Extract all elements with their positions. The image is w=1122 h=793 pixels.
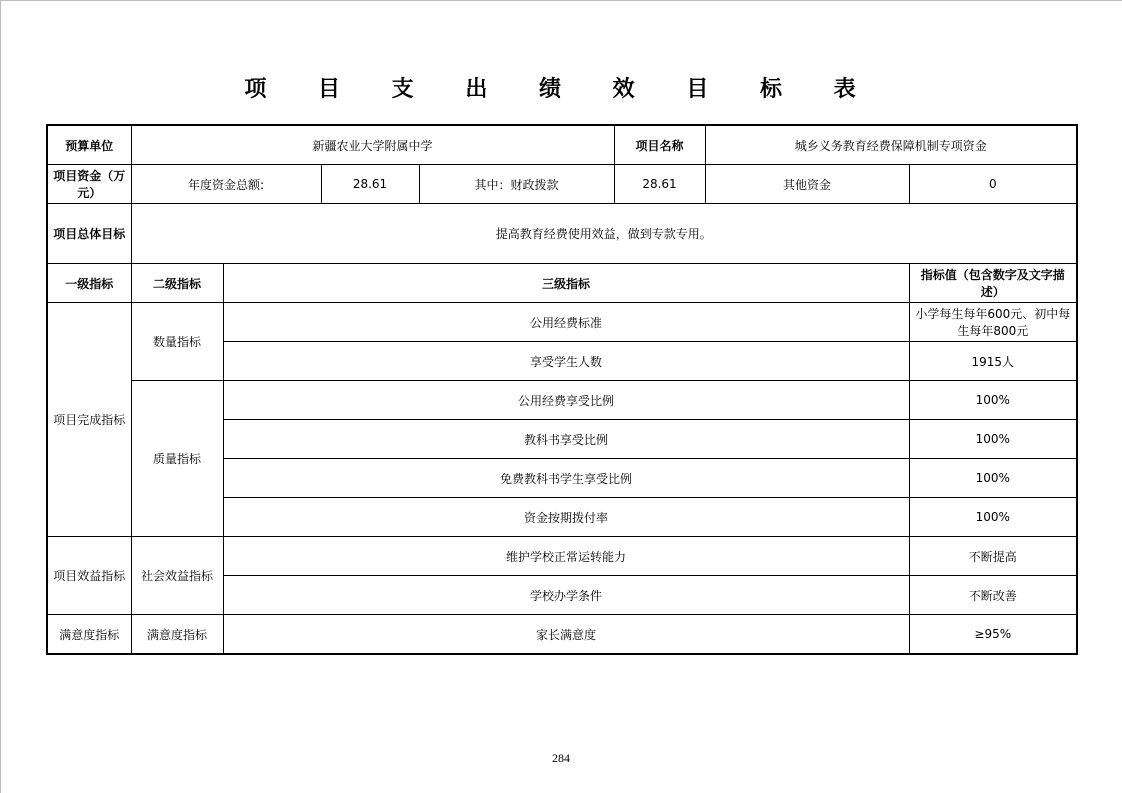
group-social: 社会效益指标 (131, 537, 223, 615)
indicator-name: 资金按期拨付率 (223, 498, 909, 537)
overall-goal-label: 项目总体目标 (47, 204, 131, 264)
group-benefit: 项目效益指标 (47, 537, 131, 615)
indicator-value: 100% (909, 381, 1077, 420)
group-satisfaction-level2: 满意度指标 (131, 615, 223, 655)
table-row (47, 537, 1077, 576)
overall-goal-value: 提高教育经费使用效益，做到专款专用。 (131, 204, 1077, 264)
indicator-name: 公用经费标准 (223, 303, 909, 342)
other-funds-label: 其他资金 (705, 165, 909, 204)
group-quantity: 数量指标 (131, 303, 223, 381)
page-edge-left (0, 0, 1, 793)
header-level2: 二级指标 (131, 264, 223, 303)
row-budget-unit (47, 125, 1077, 165)
header-level3: 三级指标 (223, 264, 909, 303)
budget-unit-value: 新疆农业大学附属中学 (131, 125, 614, 165)
table-row (47, 303, 1077, 342)
page-edge-top (0, 0, 1122, 1)
table-row (47, 615, 1077, 655)
annual-total-label: 年度资金总额: (131, 165, 321, 204)
indicator-name: 享受学生人数 (223, 342, 909, 381)
project-funds-label: 项目资金（万元） (47, 165, 131, 204)
indicator-name: 免费教科书学生享受比例 (223, 459, 909, 498)
indicator-value: 不断改善 (909, 576, 1077, 615)
indicator-value: 1915人 (909, 342, 1077, 381)
indicator-value: 100% (909, 459, 1077, 498)
annual-total-value: 28.61 (321, 165, 419, 204)
budget-unit-label: 预算单位 (47, 125, 131, 165)
performance-target-table (46, 124, 1078, 655)
row-project-funds (47, 165, 1077, 204)
group-satisfaction-level1: 满意度指标 (47, 615, 131, 655)
header-value: 指标值（包含数字及文字描述） (909, 264, 1077, 303)
indicator-name: 公用经费享受比例 (223, 381, 909, 420)
indicator-name: 家长满意度 (223, 615, 909, 655)
indicator-name: 教科书享受比例 (223, 420, 909, 459)
group-completion: 项目完成指标 (47, 303, 131, 537)
indicator-value: 100% (909, 498, 1077, 537)
header-level1: 一级指标 (47, 264, 131, 303)
indicator-name: 学校办学条件 (223, 576, 909, 615)
row-overall-goal (47, 204, 1077, 264)
indicator-value: 不断提高 (909, 537, 1077, 576)
project-name-value: 城乡义务教育经费保障机制专项资金 (705, 125, 1077, 165)
fiscal-allocation-label: 其中：财政拨款 (419, 165, 614, 204)
indicator-value: ≥95% (909, 615, 1077, 655)
indicator-value: 小学每生每年600元、初中每生每年800元 (909, 303, 1077, 342)
indicator-value: 100% (909, 420, 1077, 459)
group-quality: 质量指标 (131, 381, 223, 537)
table-row (47, 381, 1077, 420)
page-number: 284 (552, 751, 570, 765)
other-funds-value: 0 (909, 165, 1077, 204)
fiscal-allocation-value: 28.61 (614, 165, 705, 204)
project-name-label: 项目名称 (614, 125, 705, 165)
indicator-name: 维护学校正常运转能力 (223, 537, 909, 576)
page-title: 项 目 支 出 绩 效 目 标 表 (244, 77, 878, 102)
row-header (47, 264, 1077, 303)
